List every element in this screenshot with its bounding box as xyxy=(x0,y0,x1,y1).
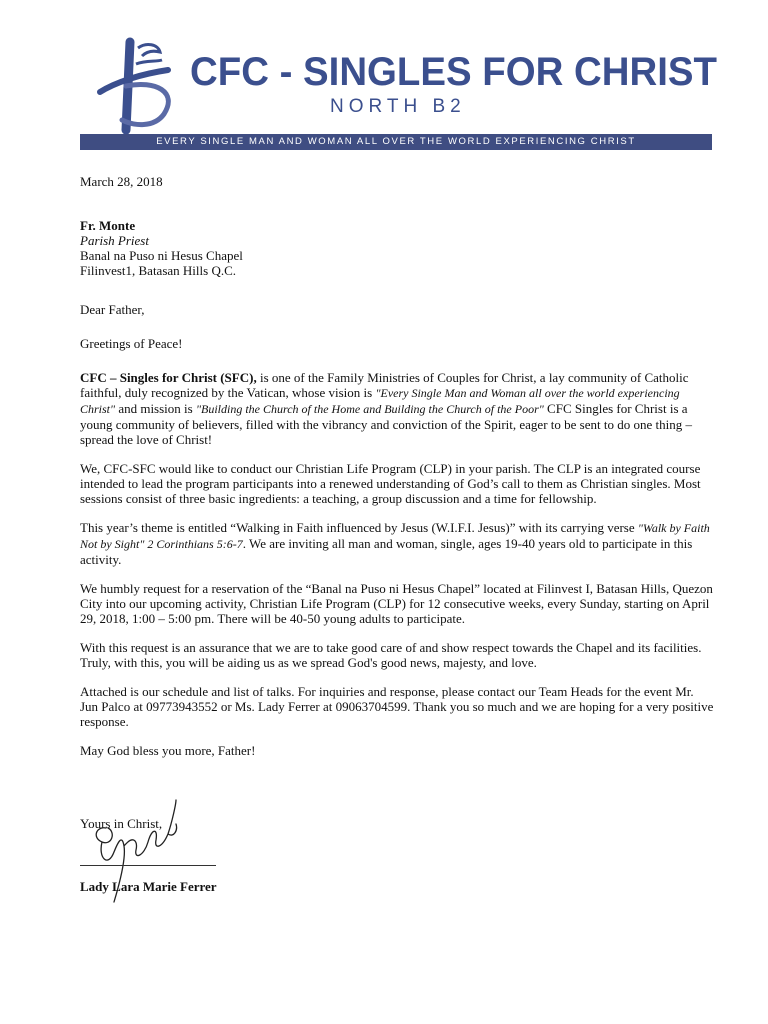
verse-quote: "Walk by Faith Not by Sight" 2 Corinthians 5:6-7 xyxy=(80,521,710,551)
mission-quote: "Building the Church of the Home and Building the Church of the Poor" xyxy=(195,402,544,416)
letterhead xyxy=(0,0,768,160)
signature-line xyxy=(80,865,216,866)
paragraph-theme xyxy=(80,520,714,567)
paragraph-text: is one of the Family Ministries of Couples for Christ, a lay community of Catholic faithful, duly recognized by the Vatican, whose vision is xyxy=(80,370,689,400)
vision-quote: "Every Single Man and Woman all over the world experiencing Christ" xyxy=(80,386,680,416)
paragraph-intro xyxy=(80,370,714,447)
org-name: CFC - SINGLES FOR CHRIST xyxy=(190,50,717,94)
paragraph-blessing: May God bless you more, Father! xyxy=(80,743,256,758)
addressee-block xyxy=(80,218,714,278)
addressee-name: Fr. Monte xyxy=(80,218,136,233)
org-bold-name: CFC – Singles for Christ (SFC), xyxy=(80,370,257,385)
tagline-banner: EVERY SINGLE MAN AND WOMAN ALL OVER THE WORLD EXPERIENCING CHRIST xyxy=(80,134,712,150)
paragraph-contacts: Attached is our schedule and list of talks. For inquiries and response, please contact our Team Heads for the event Mr. Jun Palco at 09773943552 or Ms. Lady Ferrer at 09063704599. Thank you so much and we are hoping for a very positive response. xyxy=(80,684,714,729)
paragraph-clp: We, CFC-SFC would like to conduct our Christian Life Program (CLP) in your parish. The CLP is an integrated course intended to lead the program participants into a renewed understanding of God’s call to them as Christian singles. Most sessions consist of three basic ingredients: a teaching, a group discussion and a time for fellowship. xyxy=(80,461,701,506)
paragraph-assurance: With this request is an assurance that we are to take good care of and show respect towards the Chapel and its facilities. Truly, with this, you will be aiding us as we spread God's good news, majesty, and love. xyxy=(80,640,702,670)
paragraph-text: and mission is xyxy=(115,401,196,416)
letter-body xyxy=(80,174,714,831)
addressee-title: Parish Priest xyxy=(80,233,149,248)
greeting: Greetings of Peace! xyxy=(80,336,183,351)
letter-date: March 28, 2018 xyxy=(80,174,163,189)
paragraph-request: We humbly request for a reservation of the “Banal na Puso ni Hesus Chapel” located at Filinvest I, Batasan Hills, Quezon City into our upcoming activity, Christian Life Program (CLP) for 12 consecutive weeks, every Sunday, starting on April 29, 2018, 1:00 – 5:00 pm. There will be 40-50 young adults to participate. xyxy=(80,581,713,626)
paragraph-text: . We are inviting all man and woman, single, ages 19-40 years old to participate in this activity. xyxy=(80,536,693,567)
salutation: Dear Father, xyxy=(80,302,145,317)
signer-name: Lady Lara Marie Ferrer xyxy=(80,879,217,894)
closing: Yours in Christ, xyxy=(80,816,163,831)
signature-block xyxy=(78,798,278,908)
addressee-address-line-2: Filinvest1, Batasan Hills Q.C. xyxy=(80,263,236,278)
cfc-cross-logo-icon xyxy=(86,34,186,134)
paragraph-text: This year’s theme is entitled “Walking in Faith influenced by Jesus (W.I.F.I. Jesus)” with its carrying verse xyxy=(80,520,638,535)
paragraph-text: CFC Singles for Christ is a young community of believers, filled with the vibrancy and conviction of the Spirit, eager to be sent to do one thing – spread the love of Christ! xyxy=(80,401,692,447)
chapter-name: NORTH B2 xyxy=(330,96,466,117)
addressee-address-line-1: Banal na Puso ni Hesus Chapel xyxy=(80,248,243,263)
